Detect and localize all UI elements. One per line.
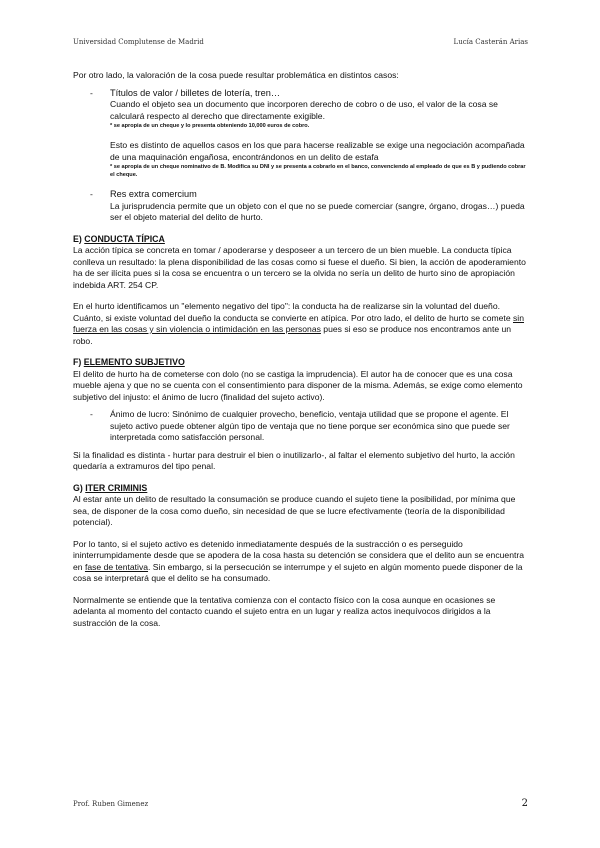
list-item-text-2: Esto es distinto de aquellos casos en los que para hacerse realizable se exige una negociación acompañada de una maquinación engañosa, encontrándonos en un delito de estafa: [110, 140, 525, 162]
underlined-text: sin fuerza en las cosas y sin violencia o intimidación en las personas: [73, 312, 524, 334]
section-heading-conducta-tipica: [73, 234, 528, 246]
page-header: [73, 38, 528, 46]
paragraph: La acción típica se concreta en tomar / apoderarse y desposeer a un tercero de un bien mueble. La conducta típica conlleva un resultado: la plena disponibilidad de las cosas como si fuese el dueño. Si bien, la acción de apoderamiento ha de ser ilícita pues si la cosa se encuentra o un tercero se la olvida no sería un delito de hurto sino de apropiación indebida ART. 254 CP.: [73, 245, 526, 290]
text-run: Por lo tanto, si el sujeto activo es detenido inmediatamente después de la sustracción o es perseguido ininterrumpidamente desde que se apodera de la cosa hasta su detención se considera que el delito aun se encuentra en: [73, 538, 524, 572]
page-footer: [73, 798, 528, 809]
paragraph: El delito de hurto ha de cometerse con dolo (no se castiga la imprudencia). El autor ha de conocer que es una cosa mueble ajena y que no se cuenta con el consentimiento para disponer de la misma. Además, se exige como elemento subjetivo del injusto: el ánimo de lucro (finalidad del sujeto activo).: [73, 368, 523, 402]
example-note-2: * se apropia de un cheque nominativo de B. Modifica su DNI y se presenta a cobrarlo en el banco, convenciendo al empleado de que es B y pudiendo cobrar el cheque.: [110, 164, 526, 178]
page-number: 2: [521, 798, 528, 809]
header-university: Universidad Complutense de Madrid: [73, 38, 204, 46]
text-run: pues si eso se produce nos encontramos ante un robo.: [73, 324, 512, 346]
page-body: [73, 70, 528, 629]
paragraph: [73, 301, 528, 347]
paragraph: [73, 539, 528, 585]
text-run: En el hurto identificamos un "elemento negativo del tipo": la conducta ha de realizarse sin la voluntad del dueño. Cuánto, si existe voluntad del dueño la conducta se convierte en atípica. Por otro lado, el delito de hurto se comete: [73, 301, 513, 323]
underlined-text: fase de tentativa: [84, 561, 149, 572]
list-dash: -: [90, 189, 93, 199]
intro-paragraph: Por otro lado, la valoración de la cosa puede resultar problemática en distintos casos:: [73, 70, 399, 80]
list-dash: -: [90, 409, 93, 419]
list-item-title: Títulos de valor / billetes de lotería, tren…: [110, 87, 281, 98]
list-item-titulos: [90, 88, 528, 180]
header-author: Lucía Casterán Arias: [453, 38, 528, 46]
section-prefix: F): [73, 357, 82, 367]
section-heading-iter-criminis: [73, 483, 528, 495]
list-item-text: La jurisprudencia permite que un objeto con el que no se puede comerciar (sangre, órgano, drogas…) pueda ser el objeto material del delito de hurto.: [110, 200, 525, 222]
list-item-title: Res extra comercium: [110, 189, 197, 199]
section-prefix: E): [73, 233, 82, 244]
list-dash: -: [90, 87, 93, 98]
list-item-animo-lucro: [90, 409, 528, 444]
list-item-res-extra: [90, 189, 528, 224]
section-heading-elemento-subjetivo: [73, 357, 528, 369]
section-title: ITER CRIMINIS: [85, 482, 148, 493]
text-run: . Sin embargo, si la persecución se interrumpe y el sujeto en algún momento puede disponer de la cosa se interpretará que el delito se ha consumado.: [73, 561, 523, 583]
list-item-text: Cuando el objeto sea un documento que incorporen derecho de cobro o de uso, el valor de la cosa se calculará respecto al derecho que directamente exigible.: [110, 99, 498, 121]
section-title: CONDUCTA TÍPICA: [84, 233, 165, 244]
footer-professor: Prof. Ruben Gimenez: [73, 800, 149, 808]
paragraph: Si la finalidad es distinta - hurtar para destruir el bien o inutilizarlo-, al faltar el elemento subjetivo del hurto, la acción quedaría a extramuros del tipo penal.: [73, 449, 515, 471]
paragraph: Al estar ante un delito de resultado la consumación se produce cuando el sujeto tiene la posibilidad, por mínima que sea, de disponer de la cosa como dueño, sin necesidad de que se lucre efectivamente (teoría de la disponibilidad potencial).: [73, 494, 516, 527]
example-note: * se apropia de un cheque y lo presenta obteniendo 10,000 euros de cobro.: [110, 123, 310, 129]
paragraph: Normalmente se entiende que la tentativa comienza con el contacto físico con la cosa aunque en ocasiones se adelanta al momento del contacto cuando el sujeto entra en un lugar y realiza actos inequívocos dirigidos a la sustracción de la cosa.: [73, 594, 496, 628]
section-prefix: G): [73, 482, 83, 493]
list-item-text: Ánimo de lucro: Sinónimo de cualquier provecho, beneficio, ventaja utilidad que se propone el agente. El sujeto activo puede obtener algún tipo de ventaja que no tiene porque ser económica sino que puede ser interpretada como satisfacción personal.: [110, 409, 510, 442]
section-title: ELEMENTO SUBJETIVO: [83, 357, 185, 367]
